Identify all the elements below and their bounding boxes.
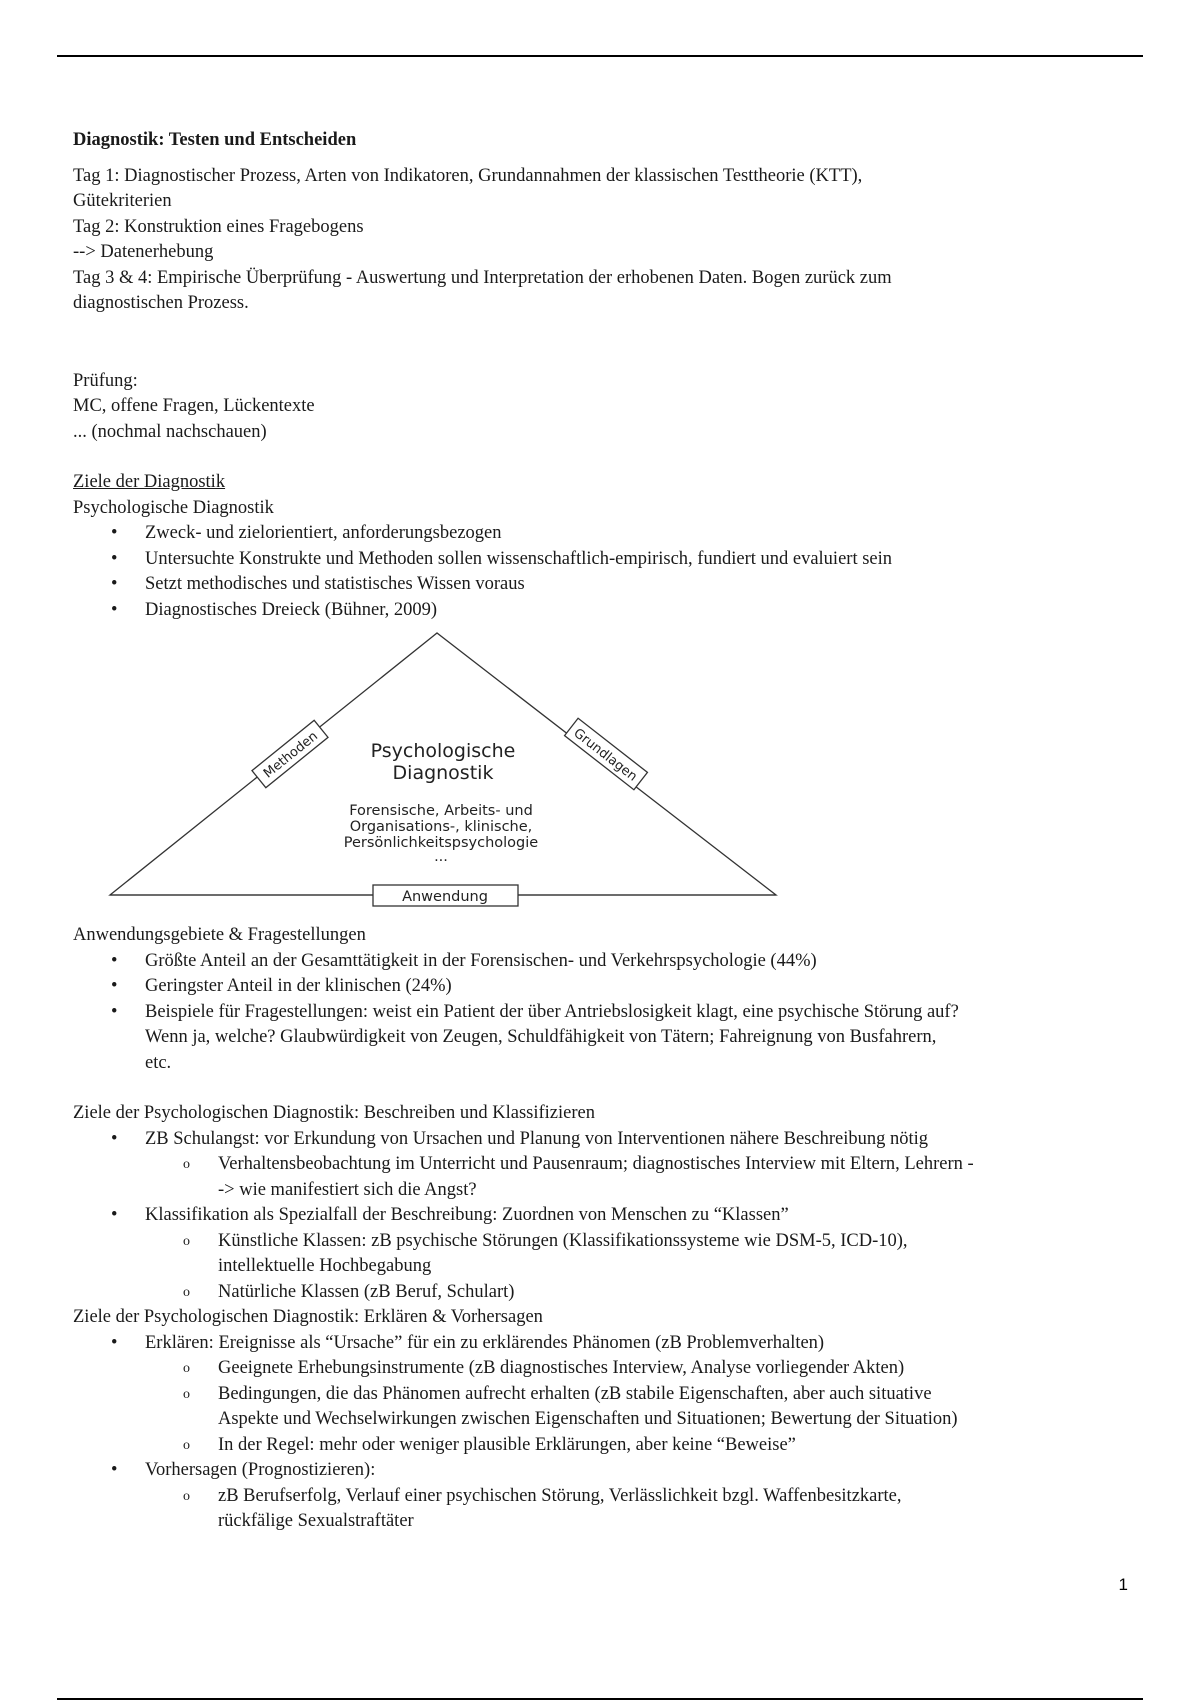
sub-list-item-text: Geeignete Erhebungsinstrumente (zB diagnostisches Interview, Analyse vorliegender Akten) bbox=[218, 1358, 905, 1378]
sub-list bbox=[145, 1152, 1153, 1203]
list-item-text: Setzt methodisches und statistisches Wissen voraus bbox=[145, 574, 525, 594]
top-rule bbox=[57, 55, 1143, 57]
bullet-icon: • bbox=[111, 574, 118, 594]
list-item-text: Untersuchte Konstrukte und Methoden sollen wissenschaftlich-empirisch, fundiert und evaluiert sein bbox=[145, 548, 893, 569]
schedule-line: Tag 2: Konstruktion eines Fragebogens bbox=[73, 216, 364, 237]
sub-list bbox=[145, 1484, 1153, 1535]
explain-heading: Ziele der Psychologischen Diagnostik: Erklären & Vorhersagen bbox=[73, 1307, 543, 1327]
goals-list bbox=[73, 521, 1153, 623]
bullet-icon: • bbox=[111, 599, 118, 620]
diagnostic-triangle-diagram bbox=[73, 623, 793, 923]
sub-list-item-text: Aspekte und Wechselwirkungen zwischen Eigenschaften und Situationen; Bewertung der Situation) bbox=[218, 1409, 958, 1429]
circle-bullet-icon: o bbox=[183, 1284, 190, 1300]
circle-bullet-icon: o bbox=[183, 1488, 190, 1504]
application-section bbox=[73, 923, 1153, 1076]
sub-list-item-text: Künstliche Klassen: zB psychische Störungen (Klassifikationssysteme wie DSM-5, ICD-10), bbox=[218, 1230, 908, 1251]
describe-list bbox=[73, 1127, 1153, 1306]
bullet-icon: • bbox=[111, 950, 118, 971]
bullet-icon: • bbox=[111, 548, 118, 569]
list-item-text: Diagnostisches Dreieck (Bühner, 2009) bbox=[145, 599, 438, 620]
list-item bbox=[73, 1127, 1153, 1204]
list-item bbox=[73, 949, 1153, 975]
center-title-2: Diagnostik bbox=[392, 762, 494, 784]
triangle-svg bbox=[73, 623, 793, 923]
exam-heading: Prüfung: bbox=[73, 370, 138, 391]
sub-list-item-text: rückfälige Sexualstraftäter bbox=[218, 1511, 414, 1531]
explain-section bbox=[73, 1305, 1153, 1535]
left-label: Methoden bbox=[260, 728, 321, 782]
list-item-text: etc. bbox=[145, 1052, 172, 1073]
sub-list-item bbox=[145, 1484, 1153, 1535]
document-title: Diagnostik: Testen und Entscheiden bbox=[73, 130, 357, 150]
list-item bbox=[73, 521, 1153, 547]
circle-bullet-icon: o bbox=[183, 1233, 190, 1249]
sub-list-item bbox=[145, 1152, 1153, 1203]
schedule bbox=[73, 164, 1153, 317]
exam-section bbox=[73, 369, 1153, 446]
schedule-line: diagnostischen Prozess. bbox=[73, 293, 249, 313]
explain-list bbox=[73, 1331, 1153, 1535]
goals-heading: Ziele der Diagnostik bbox=[73, 472, 226, 492]
sub-list bbox=[145, 1356, 1153, 1458]
center-text-3: Persönlichkeitspsychologie bbox=[343, 835, 539, 851]
goals-subheading: Psychologische Diagnostik bbox=[73, 497, 274, 518]
list-item bbox=[73, 974, 1153, 1000]
application-heading: Anwendungsgebiete & Fragestellungen bbox=[73, 925, 366, 945]
list-item-text: Beispiele für Fragestellungen: weist ein Patient der über Antriebslosigkeit klagt, eine psychische Störung auf? bbox=[145, 1001, 959, 1022]
center-text-2: Organisations-, klinische, bbox=[349, 819, 533, 835]
sub-list-item-text: intellektuelle Hochbegabung bbox=[218, 1256, 432, 1276]
center-text-1: Forensische, Arbeits- und bbox=[349, 803, 533, 819]
left-label-box bbox=[252, 720, 328, 787]
application-list bbox=[73, 949, 1153, 1077]
schedule-line: Tag 3 & 4: Empirische Überprüfung - Auswertung und Interpretation der erhobenen Daten. Bogen zurück zum bbox=[73, 267, 892, 288]
bullet-icon: • bbox=[111, 523, 118, 543]
goals-section bbox=[73, 470, 1153, 623]
list-item bbox=[73, 1458, 1153, 1535]
list-item-text: Wenn ja, welche? Glaubwürdigkeit von Zeugen, Schuldfähigkeit von Tätern; Fahreignung von Busfahrern, bbox=[145, 1027, 937, 1047]
exam-line: MC, offene Fragen, Lückentexte bbox=[73, 396, 315, 416]
sub-list-item-text: Verhaltensbeobachtung im Unterricht und Pausenraum; diagnostisches Interview mit Eltern, Lehrern - bbox=[218, 1154, 974, 1174]
list-item bbox=[73, 1331, 1153, 1459]
describe-heading: Ziele der Psychologischen Diagnostik: Beschreiben und Klassifizieren bbox=[73, 1103, 595, 1123]
center-title-1: Psychologische bbox=[370, 740, 516, 762]
schedule-line: --> Datenerhebung bbox=[73, 242, 214, 262]
sub-list-item bbox=[145, 1280, 1153, 1306]
document-body bbox=[73, 128, 1153, 1535]
list-item bbox=[73, 1203, 1153, 1305]
sub-list-item bbox=[145, 1382, 1153, 1433]
list-item bbox=[73, 1000, 1153, 1077]
list-item-text: Erklären: Ereignisse als “Ursache” für ein zu erklärendes Phänomen (zB Problemverhalten) bbox=[145, 1332, 825, 1353]
list-item-text: Zweck- und zielorientiert, anforderungsbezogen bbox=[145, 523, 502, 543]
sub-list-item-text: In der Regel: mehr oder weniger plausible Erklärungen, aber keine “Beweise” bbox=[218, 1434, 796, 1455]
exam-line: ... (nochmal nachschauen) bbox=[73, 421, 267, 442]
page-number: 1 bbox=[1118, 1575, 1128, 1594]
circle-bullet-icon: o bbox=[183, 1437, 190, 1453]
list-item-text: Vorhersagen (Prognostizieren): bbox=[145, 1460, 376, 1480]
circle-bullet-icon: o bbox=[183, 1361, 190, 1376]
list-item bbox=[73, 572, 1153, 598]
sub-list-item bbox=[145, 1229, 1153, 1280]
list-item-text: Größte Anteil an der Gesamttätigkeit in der Forensischen- und Verkehrspsychologie (44%) bbox=[145, 950, 817, 971]
bullet-icon: • bbox=[111, 1001, 118, 1022]
describe-section bbox=[73, 1101, 1153, 1305]
center-text-4: ... bbox=[434, 849, 448, 865]
list-item bbox=[73, 598, 1153, 624]
sub-list-item-text: Bedingungen, die das Phänomen aufrecht erhalten (zB stabile Eigenschaften, aber auch situative bbox=[218, 1383, 932, 1404]
bullet-icon: • bbox=[111, 1205, 118, 1225]
sub-list bbox=[145, 1229, 1153, 1306]
list-item-text: ZB Schulangst: vor Erkundung von Ursachen und Planung von Interventionen nähere Beschreibung nötig bbox=[145, 1128, 929, 1149]
right-label-box bbox=[565, 718, 648, 790]
list-item-text: Geringster Anteil in der klinischen (24%) bbox=[145, 976, 452, 996]
sub-list-item-text: zB Berufserfolg, Verlauf einer psychischen Störung, Verlässlichkeit bzgl. Waffenbesitzkarte, bbox=[218, 1485, 902, 1506]
schedule-line: Gütekriterien bbox=[73, 191, 172, 211]
sub-list-item bbox=[145, 1433, 1153, 1459]
sub-list-item bbox=[145, 1356, 1153, 1382]
bottom-label-box bbox=[373, 885, 518, 906]
list-item bbox=[73, 547, 1153, 573]
list-item-text: Klassifikation als Spezialfall der Beschreibung: Zuordnen von Menschen zu “Klassen” bbox=[145, 1205, 789, 1225]
circle-bullet-icon: o bbox=[183, 1157, 190, 1172]
sub-list-item-text: -> wie manifestiert sich die Angst? bbox=[218, 1179, 477, 1200]
schedule-line: Tag 1: Diagnostischer Prozess, Arten von Indikatoren, Grundannahmen der klassischen Testtheorie (KTT), bbox=[73, 165, 863, 186]
bullet-icon: • bbox=[111, 1460, 118, 1480]
bullet-icon: • bbox=[111, 1332, 118, 1353]
right-label: Grundlagen bbox=[570, 725, 640, 785]
bottom-label: Anwendung bbox=[402, 889, 488, 905]
sub-list-item-text: Natürliche Klassen (zB Beruf, Schulart) bbox=[218, 1281, 515, 1302]
circle-bullet-icon: o bbox=[183, 1386, 190, 1402]
bullet-icon: • bbox=[111, 976, 118, 996]
bullet-icon: • bbox=[111, 1128, 118, 1149]
